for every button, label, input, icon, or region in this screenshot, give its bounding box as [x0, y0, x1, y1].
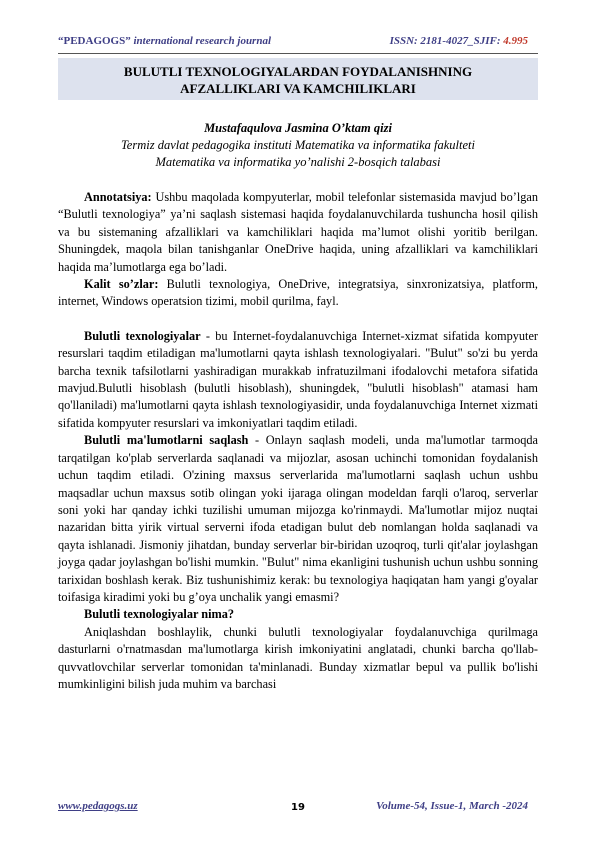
journal-title [58, 35, 271, 47]
article-body [58, 189, 538, 693]
keywords-text: Bulutli texnologiya, OneDrive, integratsiya, sinxronizatsiya, platform, internet, Windows operatsion tizimi, mobil qurilma, fayl. [58, 277, 538, 309]
author-affiliation-2: Matematika va informatika yo’nalishi 2-bosqich talabasi [155, 155, 441, 169]
title-line-2: AFZALLIKLARI VA KAMCHILIKLARI [180, 81, 416, 96]
journal-website-link[interactable]: www.pedagogs.uz [58, 800, 138, 812]
article-title [58, 58, 538, 100]
author-affiliation-1: Termiz davlat pedagogika instituti Matematika va informatika fakulteti [120, 138, 476, 152]
header-divider [58, 53, 538, 54]
sjif-value: 4.995 [503, 35, 528, 47]
paragraph-1-text: - bu Internet-foydalanuvchiga Internet-xizmat sifatida kompyuter resurslari taqdim etiladigan ma'lumotlarni qayta ishlash texnologiyalari. "Bulut" so'zi bu yerda barcha texnik tafsilotlarni yashiradigan murakkab infratuzilmani ifodalovchi metafora sifatida mavjud.Bulutli hisoblash (bulutli hisoblash), shuningdek, "bulutli hisoblash" atamasi ham qo'llaniladi) ma'lumotlarni qayta ishlash texnologiyasidir, unda foydalanuvchiga Internet xizmati sifatida kompyuter resurslari va imkoniyatlari taqdim etiladi. [58, 328, 538, 430]
issn-text: ISSN: 2181-4027_SJIF: [389, 35, 504, 47]
abstract-paragraph [58, 189, 538, 276]
journal-brand: “PEDAGOGS” [58, 35, 131, 47]
issn-info [390, 35, 528, 47]
author-block [58, 120, 538, 171]
journal-name: international research journal [130, 35, 272, 47]
title-line-1: BULUTLI TEXNOLOGIYALARDAN FOYDALANISHNING [123, 64, 473, 79]
journal-header [58, 35, 538, 51]
paragraph-2-text: - Onlayn saqlash modeli, unda ma'lumotlar tarmoqda tarqatilgan ko'plab serverlarda saqlanadi va mijozlar, asosan uchinchi tomonidan foydalanish uchun taqdim etiladi. O'zining maxsus serverlarida ma'lumotlarni saqlash uchun ushbu maqsadlar uchun maxsus sotib olingan yoki ijaraga olingan modeldan farqli o'laroq, serverlar soni yoki har qanday ichki tuzilishi umuman mijozga ko'rinmaydi. Ma'lumotlar mijoz nuqtai nazaridan bitta yirik virtual serverni ifoda etadigan bulut deb nomlangan holda saqlanadi va qayta ishlanadi. Jismoniy jihatdan, bunday serverlar bir-biridan uzoqroq, turli qit'alar joylashgan joyga qadar joylashgan bo'lishi mumkin. "Bulut" nima ekanligini tushunish uchun ushbu sonning tarixidan boshlash kerak. Biz tushunishimiz kerak: bu texnologiya haqiqatan ham yangi g'oyalar toifasiga kiradimi yoki bu g’oya unchalik yangi emasmi? [58, 433, 538, 604]
body-paragraph-2 [58, 432, 538, 606]
body-paragraph-1 [58, 328, 538, 432]
page-footer [58, 800, 538, 816]
volume-info: Volume-54, Issue-1, March -2024 [376, 800, 528, 812]
term-bulutli-texnologiyalar: Bulutli texnologiyalar [84, 328, 201, 343]
abstract-text: Ushbu maqolada kompyuterlar, mobil telefonlar sistemasida mavjud bo’lgan “Bulutli texnologiya” ya’ni saqlash sistemasi haqida foydalanuvchilarda tushuncha hosil qilish va bu sistemaning afzalliklari va kamchiliklari haqida ma’lumot olishi yoritib berilgan. Shuningdek, maqola bilan tanishganlar OneDrive haqida, uning afzalliklari va kamchiliklari haqida ma’lumotlarga ega bo’ladi. [58, 190, 538, 274]
page-number: 19 [291, 802, 305, 813]
body-paragraph-3: Aniqlashdan boshlaylik, chunki bulutli texnologiyalar foydalanuvchiga qurilmaga dasturlarni o'rnatmasdan ma'lumotlarga kirish imkoniyatini anglatadi, chunki barcha qo'llab-quvvatlovchilar serverlar tomonidan ta'minlanadi. Bunday xizmatlar bepul va pullik bo'lishi mumkinligini bilish juda muhim va barchasi [58, 624, 538, 691]
term-bulutli-saqlash: Bulutli ma'lumotlarni saqlash [84, 433, 249, 448]
section-subheading: Bulutli texnologiyalar nima? [84, 607, 235, 622]
abstract-label: Annotatsiya: [84, 190, 152, 204]
keywords-paragraph [58, 276, 538, 311]
author-name: Mustafaqulova Jasmina O’ktam qizi [204, 121, 392, 135]
keywords-label: Kalit so’zlar: [84, 277, 159, 292]
